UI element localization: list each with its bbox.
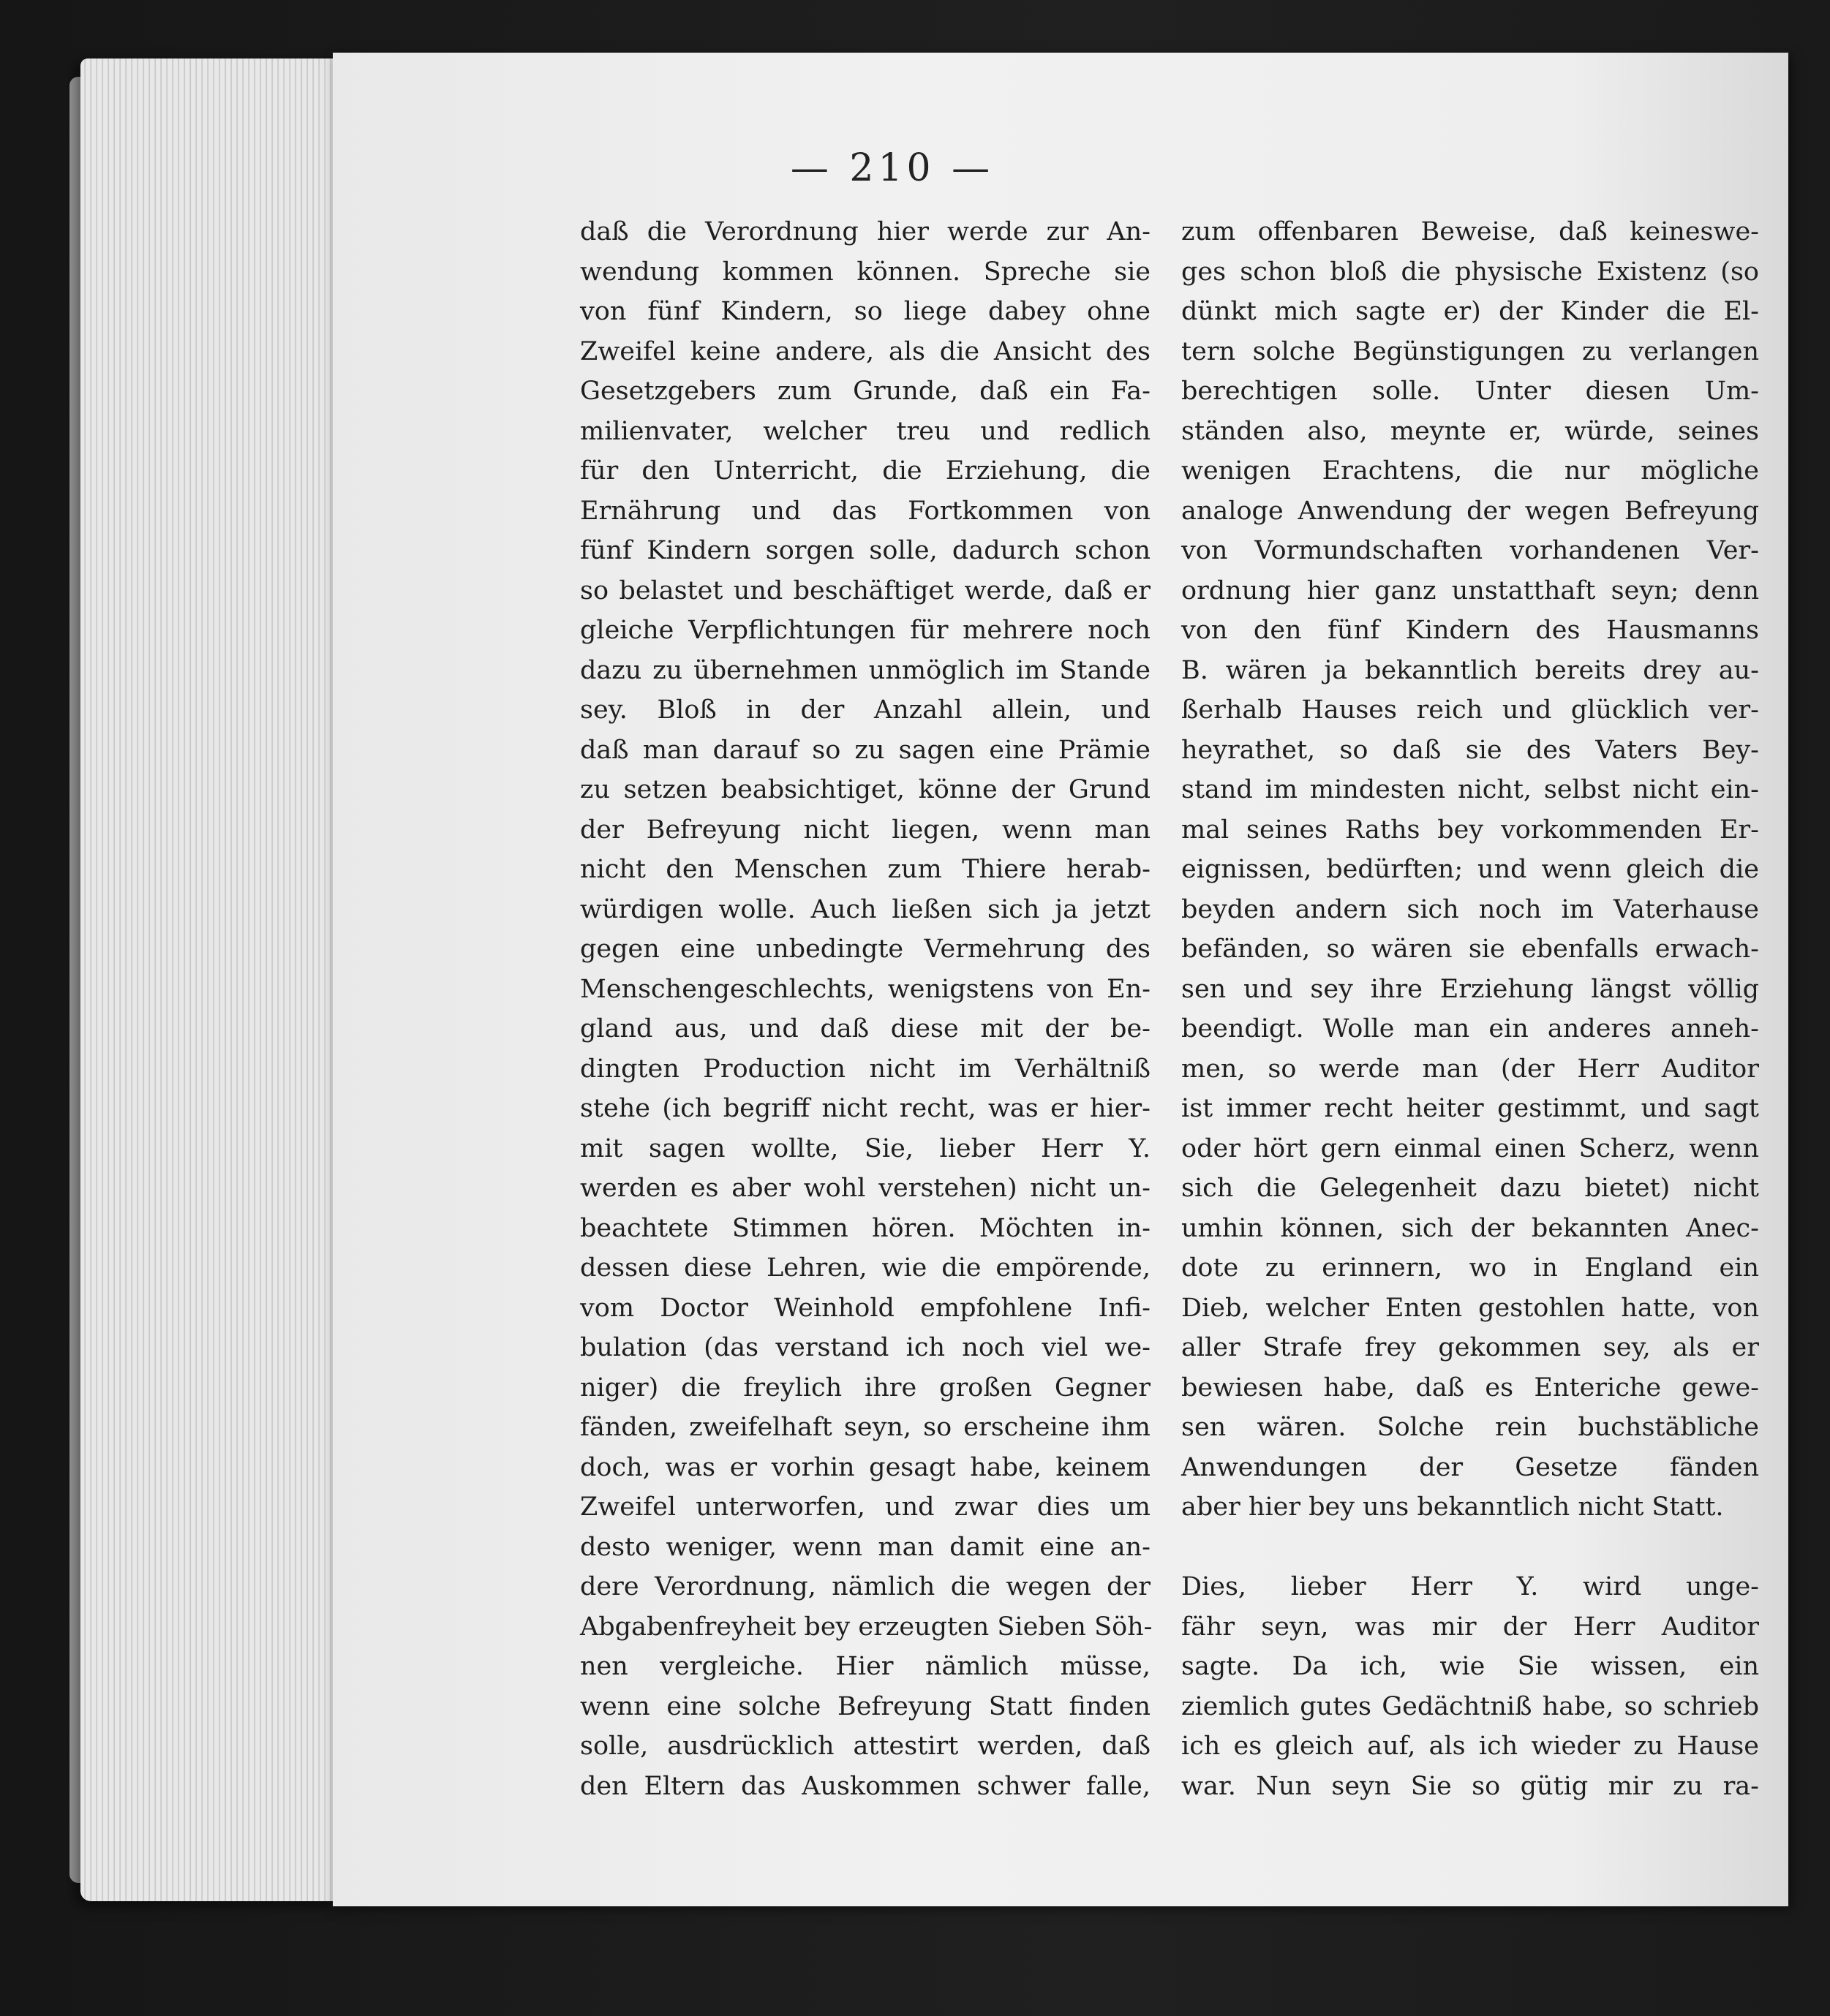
text-line: daß die Verordnung hier werde zur An- bbox=[580, 217, 1151, 246]
text-line: sich die Gelegenheit dazu bietet) nicht bbox=[1181, 1174, 1759, 1203]
text-line: fähr seyn, was mir der Herr Auditor bbox=[1181, 1612, 1759, 1642]
text-line: Zweifel keine andere, als die Ansicht des bbox=[580, 336, 1151, 366]
text-line: ist immer recht heiter gestimmt, und sagt bbox=[1181, 1094, 1759, 1123]
text-line: würdigen wolle. Auch ließen sich ja jetzt bbox=[580, 894, 1151, 924]
text-line: beendigt. Wolle man ein anderes anneh- bbox=[1181, 1014, 1759, 1043]
text-line: zu setzen beabsichtiget, könne der Grund bbox=[580, 775, 1151, 804]
text-line: doch, was er vorhin gesagt habe, keinem bbox=[580, 1452, 1151, 1482]
text-line: umhin können, sich der bekannten Anec- bbox=[1181, 1213, 1759, 1243]
text-line: Anwendungen der Gesetze fänden bbox=[1181, 1452, 1759, 1482]
text-line: fünf Kindern sorgen solle, dadurch schon bbox=[580, 536, 1151, 565]
text-line: analoge Anwendung der wegen Befreyung bbox=[1181, 496, 1759, 526]
text-line: tern solche Begünstigungen zu verlangen bbox=[1181, 336, 1759, 366]
text-line: dere Verordnung, nämlich die wegen der bbox=[580, 1572, 1151, 1601]
text-line: nen vergleiche. Hier nämlich müsse, bbox=[580, 1652, 1151, 1681]
right-text-column bbox=[1181, 212, 1759, 1806]
text-line: Abgabenfreyheit bey erzeugten Sieben Söh- bbox=[580, 1612, 1153, 1642]
text-line: dünkt mich sagte er) der Kinder die El- bbox=[1181, 297, 1759, 326]
text-line: sagte. Da ich, wie Sie wissen, ein bbox=[1181, 1652, 1759, 1681]
text-line: beachtete Stimmen hören. Möchten in- bbox=[580, 1213, 1151, 1243]
text-line: ordnung hier ganz unstatthaft seyn; denn bbox=[1181, 575, 1759, 605]
text-line: werden es aber wohl verstehen) nicht un- bbox=[580, 1174, 1151, 1203]
text-line: mal seines Raths bey vorkommenden Er- bbox=[1181, 815, 1759, 845]
text-line: eignissen, bedürften; und wenn gleich die bbox=[1181, 855, 1759, 884]
text-line: wenn eine solche Befreyung Statt finden bbox=[580, 1691, 1151, 1721]
text-line: zum offenbaren Beweise, daß keineswe- bbox=[1181, 217, 1759, 246]
text-line: men, so werde man (der Herr Auditor bbox=[1181, 1054, 1759, 1084]
text-line: aber hier bey uns bekanntlich nicht Statt. bbox=[1181, 1492, 1724, 1522]
text-line: sen wären. Solche rein buchstäbliche bbox=[1181, 1413, 1759, 1442]
text-line: dingten Production nicht im Verhältniß bbox=[580, 1054, 1151, 1084]
text-line: war. Nun seyn Sie so gütig mir zu ra- bbox=[1181, 1771, 1759, 1801]
text-line: dote zu erinnern, wo in England ein bbox=[1181, 1253, 1759, 1283]
text-line: aller Strafe frey gekommen sey, als er bbox=[1181, 1333, 1759, 1362]
text-line: vom Doctor Weinhold empfohlene Infi- bbox=[580, 1293, 1151, 1323]
text-line: heyrathet, so daß sie des Vaters Bey- bbox=[1181, 735, 1759, 765]
text-line: Dies, lieber Herr Y. wird unge- bbox=[1181, 1572, 1759, 1601]
text-line: ßerhalb Hauses reich und glücklich ver- bbox=[1181, 695, 1759, 725]
text-line: dessen diese Lehren, wie die empörende, bbox=[580, 1253, 1151, 1283]
text-line: der Befreyung nicht liegen, wenn man bbox=[580, 815, 1151, 845]
text-line: wendung kommen können. Spreche sie bbox=[580, 257, 1151, 287]
text-line: den Eltern das Auskommen schwer falle, bbox=[580, 1771, 1151, 1801]
text-line: oder hört gern einmal einen Scherz, wenn bbox=[1181, 1133, 1759, 1163]
text-line: von fünf Kindern, so liege dabey ohne bbox=[580, 297, 1151, 326]
text-line: gegen eine unbedingte Vermehrung des bbox=[580, 935, 1151, 964]
text-line: milienvater, welcher treu und redlich bbox=[580, 416, 1151, 446]
text-line: desto weniger, wenn man damit eine an- bbox=[580, 1532, 1151, 1562]
text-line: stehe (ich begriff nicht recht, was er hier- bbox=[580, 1094, 1151, 1123]
text-line: wenigen Erachtens, die nur mögliche bbox=[1181, 456, 1759, 486]
text-line: gleiche Verpflichtungen für mehrere noch bbox=[580, 616, 1151, 645]
book-page-edges bbox=[80, 58, 344, 1901]
text-line: Dieb, welcher Enten gestohlen hatte, von bbox=[1181, 1293, 1759, 1323]
text-line: bewiesen habe, daß es Enteriche gewe- bbox=[1181, 1373, 1759, 1402]
text-line: befänden, so wären sie ebenfalls erwach- bbox=[1181, 935, 1759, 964]
text-line: sey. Bloß in der Anzahl allein, und bbox=[580, 695, 1151, 725]
text-line: dazu zu übernehmen unmöglich im Stande bbox=[580, 655, 1151, 685]
text-line: so belastet und beschäftiget werde, daß er bbox=[580, 575, 1151, 605]
page-number: — 210 — bbox=[790, 146, 995, 190]
text-line: sen und sey ihre Erziehung längst völlig bbox=[1181, 974, 1759, 1004]
text-line: niger) die freylich ihre großen Gegner bbox=[580, 1373, 1151, 1402]
text-line: solle, ausdrücklich attestirt werden, daß bbox=[580, 1732, 1151, 1761]
text-line: gland aus, und daß diese mit der be- bbox=[580, 1014, 1151, 1043]
text-line: Menschengeschlechts, wenigstens von En- bbox=[580, 974, 1151, 1004]
text-line: ziemlich gutes Gedächtniß habe, so schrieb bbox=[1181, 1691, 1759, 1721]
text-line: Ernährung und das Fortkommen von bbox=[580, 496, 1151, 526]
text-line: Gesetzgebers zum Grunde, daß ein Fa- bbox=[580, 377, 1151, 406]
text-line: von Vormundschaften vorhandenen Ver- bbox=[1181, 536, 1759, 565]
text-line: beyden andern sich noch im Vaterhause bbox=[1181, 894, 1759, 924]
paragraph-gap bbox=[1181, 1528, 1759, 1568]
text-line: ständen also, meynte er, würde, seines bbox=[1181, 416, 1759, 446]
text-line: Zweifel unterworfen, und zwar dies um bbox=[580, 1492, 1151, 1522]
text-line: fänden, zweifelhaft seyn, so erscheine ihm bbox=[580, 1413, 1151, 1442]
text-line: berechtigen solle. Unter diesen Um- bbox=[1181, 377, 1759, 406]
text-line: nicht den Menschen zum Thiere herab- bbox=[580, 855, 1151, 884]
text-line: daß man darauf so zu sagen eine Prämie bbox=[580, 735, 1151, 765]
text-line: bulation (das verstand ich noch viel we- bbox=[580, 1333, 1151, 1362]
text-line: ich es gleich auf, als ich wieder zu Hause bbox=[1181, 1732, 1759, 1761]
text-line: mit sagen wollte, Sie, lieber Herr Y. bbox=[580, 1133, 1151, 1163]
text-line: stand im mindesten nicht, selbst nicht ein- bbox=[1181, 775, 1759, 804]
left-text-column bbox=[580, 212, 1151, 1806]
text-line: von den fünf Kindern des Hausmanns bbox=[1181, 616, 1759, 645]
text-line: B. wären ja bekanntlich bereits drey au- bbox=[1181, 655, 1759, 685]
text-line: ges schon bloß die physische Existenz (so bbox=[1181, 257, 1759, 287]
text-line: für den Unterricht, die Erziehung, die bbox=[580, 456, 1151, 486]
